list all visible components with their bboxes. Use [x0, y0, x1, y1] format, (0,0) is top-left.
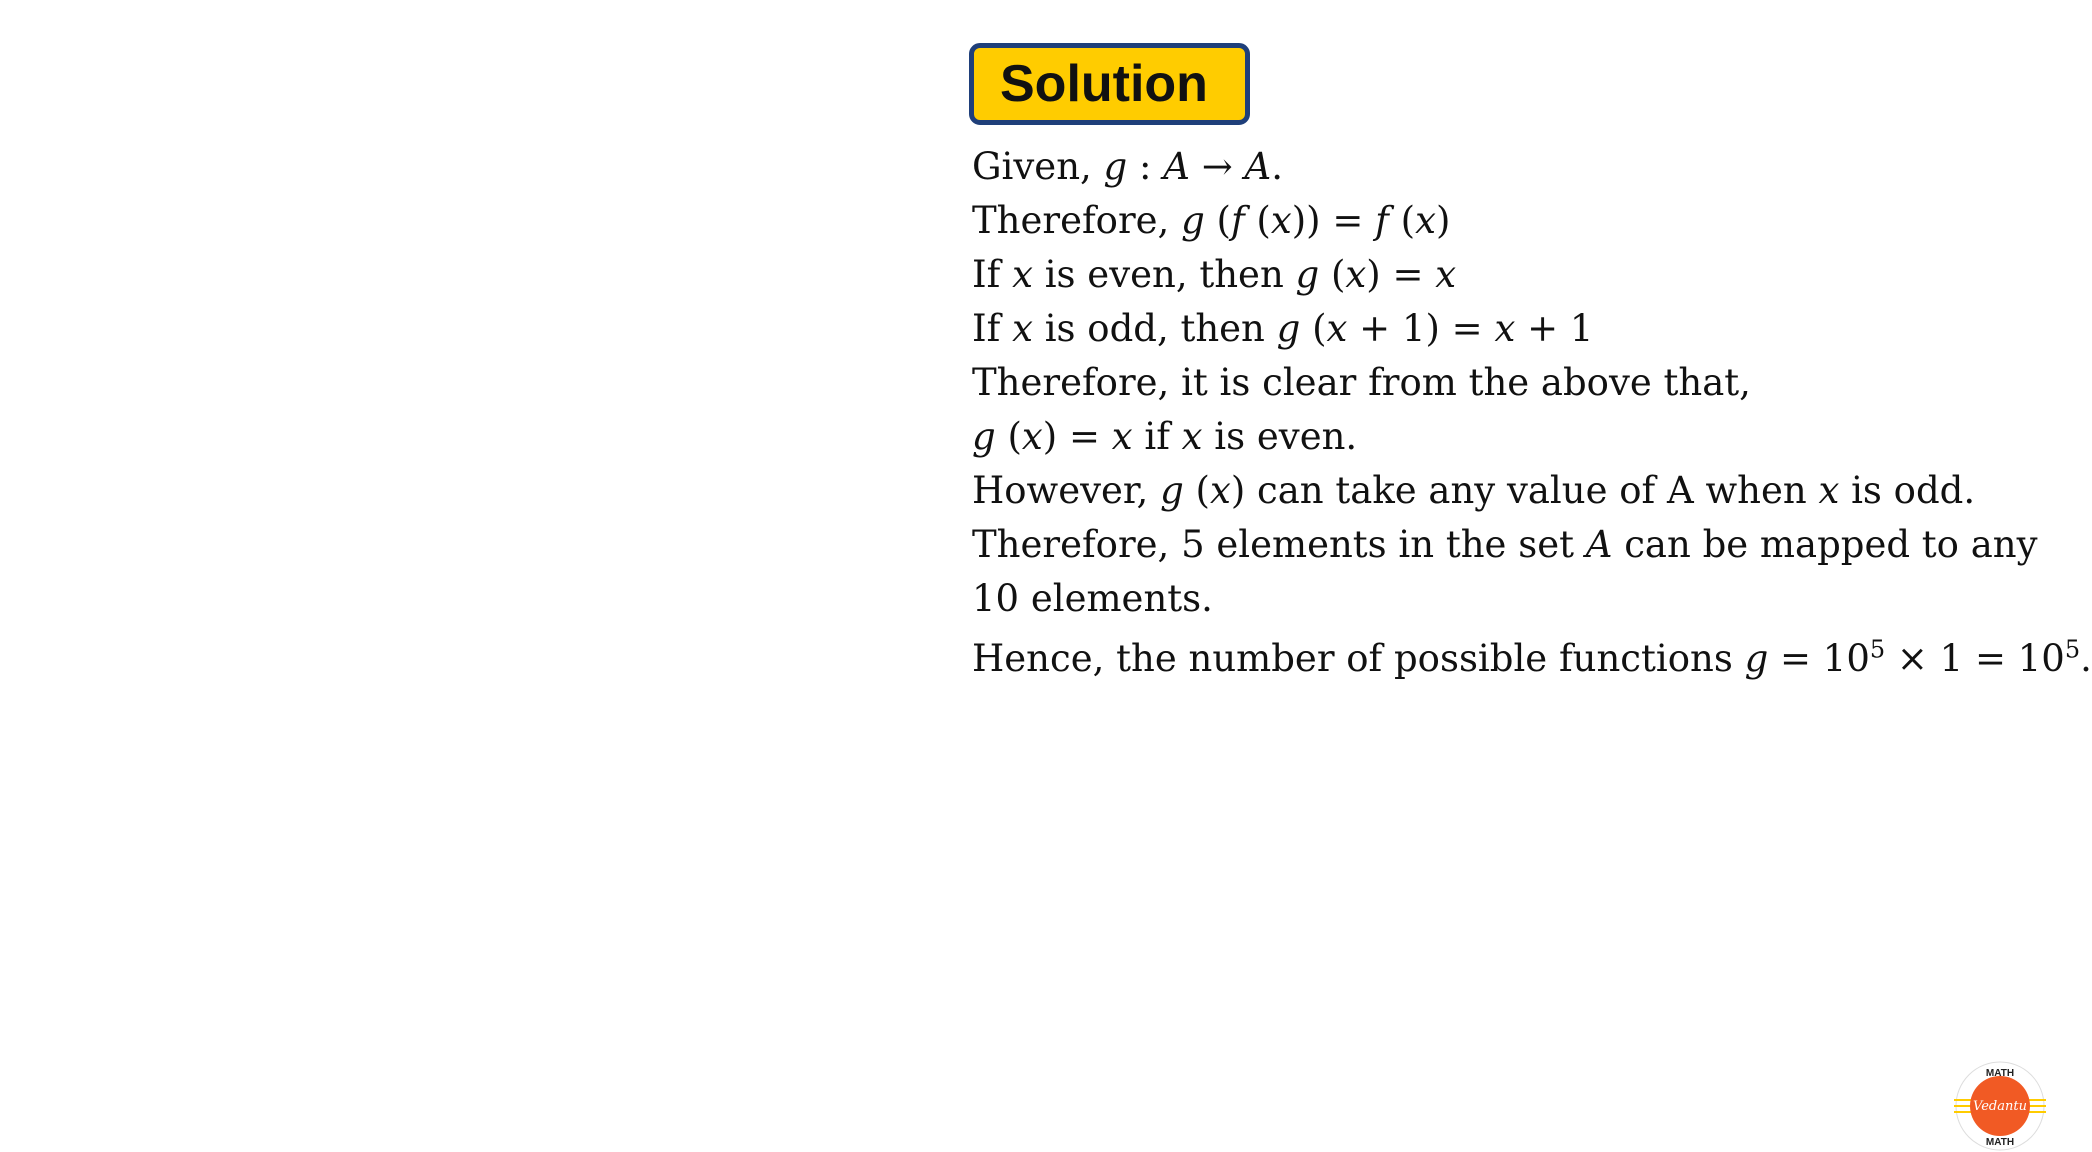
math-var: g — [1276, 307, 1301, 350]
math-var: g — [1160, 469, 1184, 512]
math-var: g — [972, 415, 996, 458]
solution-badge — [969, 43, 1250, 125]
text-run: = 10 — [1768, 637, 1870, 680]
text-run: is even, then — [1032, 253, 1296, 296]
text-run: ( — [1244, 199, 1271, 242]
text-run: ( — [1300, 307, 1327, 350]
exponent: 5 — [1869, 635, 1886, 664]
solution-line-9 — [972, 572, 1213, 626]
text-run: can be mapped to any — [1612, 523, 2038, 566]
text-run: Therefore, 5 elements in the set — [972, 523, 1586, 566]
text-run: is odd, then — [1032, 307, 1277, 350]
text-run: ( — [1183, 469, 1210, 512]
math-var: g — [1103, 145, 1128, 188]
solution-line-1 — [972, 140, 1283, 194]
solution-line-5 — [972, 356, 1751, 410]
solution-badge-label: Solution — [1000, 55, 1208, 113]
math-var: x — [1415, 199, 1436, 242]
logo-bottom-text: MATH — [1985, 1137, 2015, 1148]
exponent: 5 — [2064, 635, 2081, 664]
math-var: x — [1494, 307, 1516, 350]
math-var: f — [1230, 199, 1245, 242]
math-var: x — [1326, 307, 1348, 350]
text-run: Hence, the number of possible functions — [972, 637, 1745, 680]
math-var: A — [1163, 145, 1190, 188]
math-var: f — [1375, 199, 1389, 242]
solution-line-3 — [972, 248, 1456, 302]
math-var: x — [1181, 415, 1203, 458]
text-run: Therefore, it is clear from the above that, — [972, 361, 1751, 404]
text-run: However, — [972, 469, 1161, 512]
math-var: g — [1744, 637, 1769, 680]
math-var: x — [1111, 415, 1133, 458]
text-run: Given, — [972, 145, 1104, 188]
text-run: 10 elements. — [972, 577, 1213, 620]
math-var: x — [1270, 199, 1292, 242]
text-run: Therefore, — [972, 199, 1182, 242]
math-var: x — [1209, 469, 1231, 512]
logo-center-text: Vedantu — [1973, 1099, 2027, 1114]
text-run: ) = — [1042, 415, 1112, 458]
text-run: → — [1189, 145, 1245, 188]
text-run: . — [1271, 145, 1283, 188]
text-run: if — [1132, 415, 1182, 458]
text-run: : — [1127, 145, 1164, 188]
text-run: ) — [1435, 199, 1451, 242]
solution-line-2 — [972, 194, 1450, 248]
vedantu-math-logo — [1954, 1060, 2046, 1152]
logo-top-text: MATH — [1985, 1068, 2015, 1079]
math-var: x — [1818, 469, 1840, 512]
solution-line-6 — [972, 410, 1357, 464]
solution-line-10 — [972, 632, 2092, 686]
text-run: If — [972, 253, 1013, 296]
text-run: ( — [1204, 199, 1231, 242]
text-run: ( — [995, 415, 1022, 458]
math-var: A — [1585, 523, 1613, 566]
math-var: g — [1295, 253, 1320, 296]
text-run: is even. — [1202, 415, 1358, 458]
math-var: x — [1012, 253, 1033, 296]
text-run: ( — [1388, 199, 1416, 242]
math-var: x — [1012, 307, 1033, 350]
text-run: ) = — [1366, 253, 1436, 296]
text-run: . — [2080, 637, 2092, 680]
text-run: ) can take any value of A when — [1230, 469, 1819, 512]
math-var: x — [1435, 253, 1457, 296]
math-var: x — [1345, 253, 1367, 296]
text-run: )) = — [1291, 199, 1376, 242]
math-var: A — [1244, 145, 1272, 188]
text-run: × 1 = 10 — [1885, 637, 2065, 680]
text-run: ( — [1319, 253, 1346, 296]
solution-line-4 — [972, 302, 1593, 356]
solution-line-7 — [972, 464, 1975, 518]
math-var: g — [1181, 199, 1205, 242]
solution-line-8 — [972, 518, 2037, 572]
text-run: + 1) = — [1347, 307, 1495, 350]
text-run: If — [972, 307, 1013, 350]
text-run: is odd. — [1839, 469, 1976, 512]
math-var: x — [1021, 415, 1043, 458]
text-run: + 1 — [1515, 307, 1594, 350]
